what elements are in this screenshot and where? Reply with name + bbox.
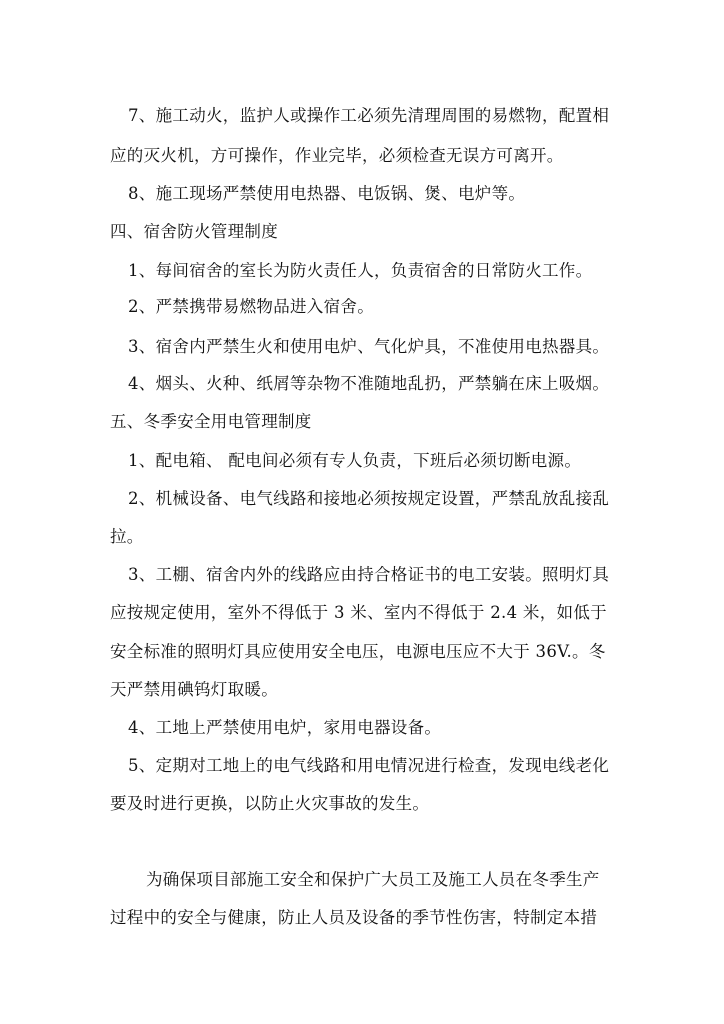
text-line: 3、工棚、宿舍内外的线路应由持合格证书的电工安装。照明灯具 [128, 565, 610, 584]
section-heading: 四、宿舍防火管理制度 [110, 222, 278, 241]
text-line: 2、严禁携带易燃物品进入宿舍。 [128, 297, 374, 316]
text-line: 拉。 [110, 527, 144, 546]
section-heading: 五、冬季安全用电管理制度 [110, 412, 312, 431]
text-line: 5、定期对工地上的电气线路和用电情况进行检查，发现电线老化 [128, 756, 610, 775]
text-line: 过程中的安全与健康，防止人员及设备的季节性伤害，特制定本措 [110, 908, 598, 927]
text-line: 4、烟头、火种、纸屑等杂物不准随地乱扔，严禁躺在床上吸烟。 [128, 374, 610, 393]
text-line: 1、配电箱、 配电间必须有专人负责，下班后必须切断电源。 [128, 451, 582, 470]
text-line: 1、每间宿舍的室长为防火责任人，负责宿舍的日常防火工作。 [128, 261, 593, 280]
text-line: 4、工地上严禁使用电炉，家用电器设备。 [128, 718, 442, 737]
text-line: 天严禁用碘钨灯取暖。 [110, 680, 278, 699]
text-line: 应按规定使用，室外不得低于 3 米、室内不得低于 2.4 米，如低于 [110, 603, 607, 622]
text-line: 要及时进行更换，以防止火灾事故的发生。 [110, 794, 430, 813]
text-line: 应的灭火机，方可操作，作业完毕，必须检查无误方可离开。 [110, 146, 564, 165]
text-line: 7、施工动火，监护人或操作工必须先清理周围的易燃物，配置相 [128, 106, 610, 125]
text-line: 3、宿舍内严禁生火和使用电炉、气化炉具，不准使用电热器具。 [128, 337, 610, 356]
text-line: 为确保项目部施工安全和保护广大员工及施工人员在冬季生产 [146, 870, 600, 889]
text-line: 安全标准的照明灯具应使用安全电压，电源电压应不大于 36V.。冬 [110, 642, 606, 661]
text-line: 8、施工现场严禁使用电热器、电饭锅、煲、电炉等。 [128, 184, 526, 203]
text-line: 2、机械设备、电气线路和接地必须按规定设置，严禁乱放乱接乱 [128, 489, 610, 508]
